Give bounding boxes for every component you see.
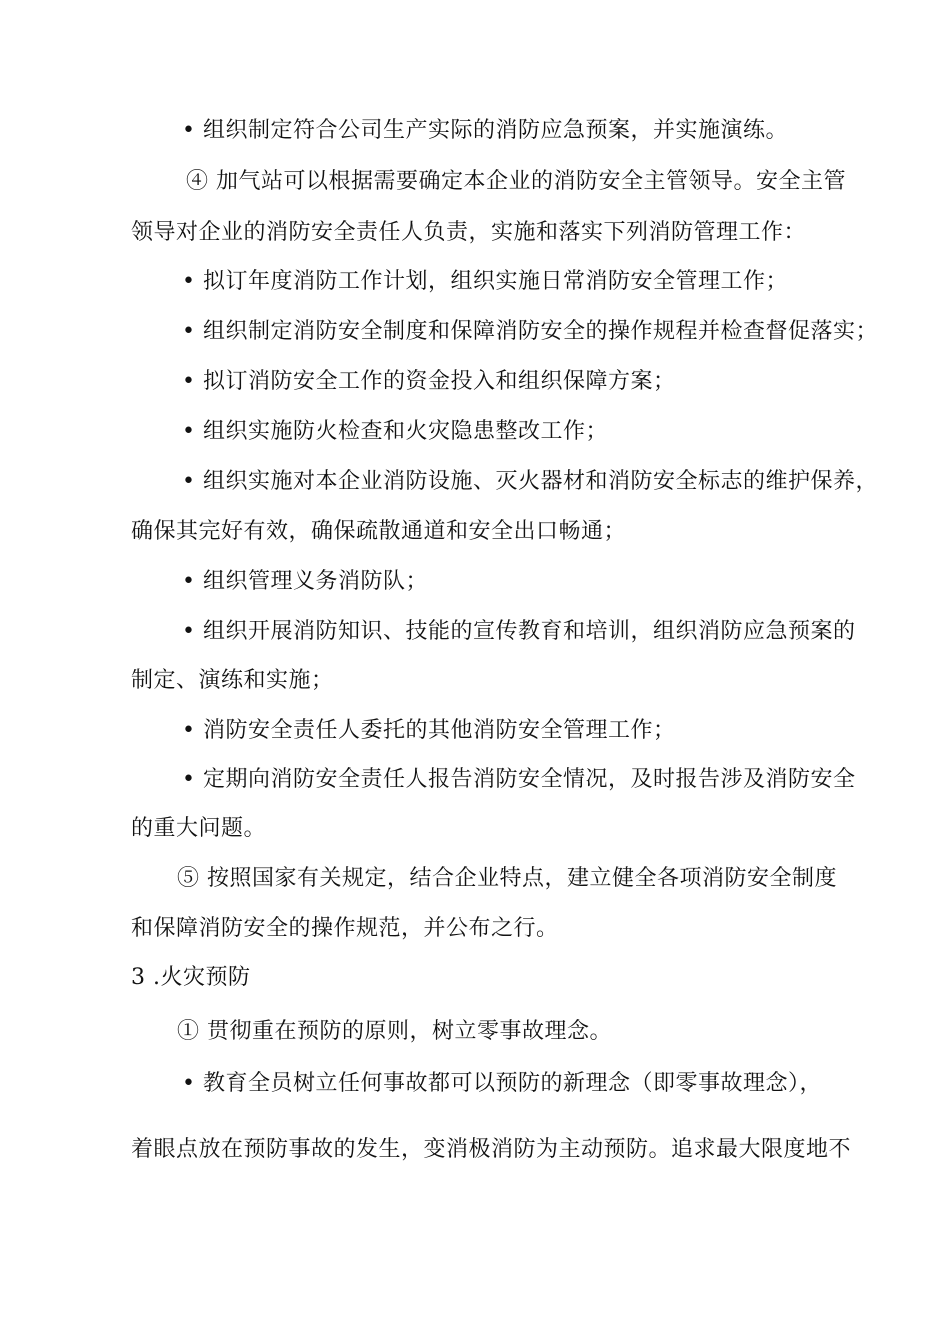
text-line: 制定、演练和实施； xyxy=(131,668,334,693)
text-line: • 教育全员树立任何事故都可以预防的新理念（即零事故理念）， xyxy=(182,1071,822,1096)
section-heading: 3 .火灾预防 xyxy=(131,965,251,990)
text-line: • 组织开展消防知识、技能的宣传教育和培训，组织消防应急预案的 xyxy=(182,619,856,644)
text-line: 的重大问题。 xyxy=(131,816,267,841)
text-line: • 定期向消防安全责任人报告消防安全情况，及时报告涉及消防安全 xyxy=(182,767,856,792)
text-line: 领导对企业的消防安全责任人负责，实施和落实下列消防管理工作： xyxy=(131,220,807,245)
text-line: • 消防安全责任人委托的其他消防安全管理工作； xyxy=(182,718,676,743)
text-line: • 组织实施防火检查和火灾隐患整改工作； xyxy=(182,419,608,444)
text-line: • 组织制定符合公司生产实际的消防应急预案，并实施演练。 xyxy=(182,118,788,143)
text-line: • 组织管理义务消防队； xyxy=(182,569,428,594)
text-line: ⑤ 按照国家有关规定，结合企业特点，建立健全各项消防安全制度 xyxy=(177,866,837,891)
text-line: 确保其完好有效，确保疏散通道和安全出口畅通； xyxy=(131,519,627,544)
text-line: • 组织实施对本企业消防设施、灭火器材和消防安全标志的维护保养， xyxy=(182,469,878,494)
text-line: • 拟订年度消防工作计划，组织实施日常消防安全管理工作； xyxy=(182,269,788,294)
text-line: ① 贯彻重在预防的原则，树立零事故理念。 xyxy=(177,1019,612,1044)
text-line: 和保障消防安全的操作规范，并公布之行。 xyxy=(131,916,559,941)
text-line: • 拟订消防安全工作的资金投入和组织保障方案； xyxy=(182,369,676,394)
text-line: • 组织制定消防安全制度和保障消防安全的操作规程并检查督促落实； xyxy=(182,319,878,344)
text-line: ④ 加气站可以根据需要确定本企业的消防安全主管领导。安全主管 xyxy=(186,169,846,194)
text-line: 着眼点放在预防事故的发生，变消极消防为主动预防。追求最大限度地不 xyxy=(131,1137,852,1162)
